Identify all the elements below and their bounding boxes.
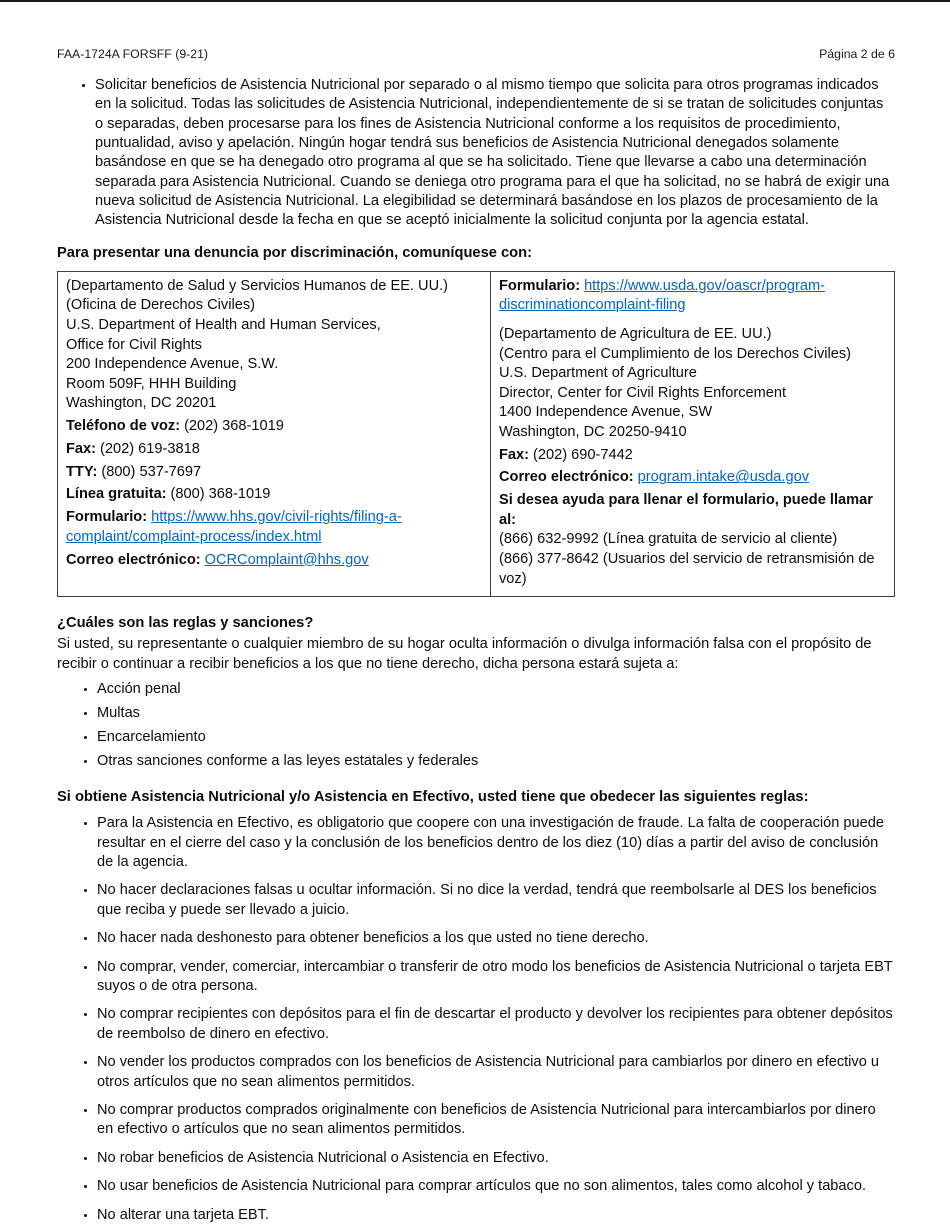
phone-label: Teléfono de voz: [66,418,181,435]
address-line: Office for Civil Rights [66,336,202,353]
sanctions-list [57,680,895,771]
form-id: FAA-1724A FORSFF (9-21) [57,47,209,61]
tollfree-label: Línea gratuita: [66,486,167,503]
intro-bullet-list [57,76,895,231]
email-line [499,468,886,488]
address-line: (Oficina de Derechos Civiles) [66,297,255,314]
address-line: U.S. Department of Health and Human Services, [66,316,381,333]
obligations-list [57,814,895,1225]
list-item: • Acción penal [97,680,895,699]
help-line: (866) 377-8642 (Usuarios del servicio de retransmisión de voz) [498,551,875,587]
address-line: Washington, DC 20250-9410 [498,423,687,440]
fax-label: Fax: [498,446,529,463]
help-heading: Si desea ayuda para llenar el formulario, puede llamar al: [498,492,873,528]
fax-line [66,440,482,460]
help-line: (866) 632-9992 (Línea gratuita de servicio al cliente) [498,531,838,548]
list-item: • No comprar, vender, comerciar, intercambiar o transferir de otro modo los beneficios de Asistencia Nutricional o tarjeta EBT suyos o de otra persona. [97,958,895,997]
page-number: Página 2 de 6 [819,47,895,61]
hhs-contact-cell [58,271,491,596]
fax-line [499,446,886,466]
tty-label: TTY: [66,463,98,480]
list-item: • No comprar productos comprados originalmente con beneficios de Asistencia Nutricional para intercambiarlos por dinero en efectivo o artículos que no sean alimentos permitidos. [97,1101,895,1140]
address-line: 200 Independence Avenue, S.W. [66,356,279,373]
email-label: Correo electrónico: [498,469,634,486]
rules-intro: Si usted, su representante o cualquier miembro de su hogar oculta información o divulga información falsa con el propósito de recibir o continuar a recibir beneficios a los que no tiene derecho, dicha persona estará sujeta a: [57,636,872,672]
form-label: Formulario: [498,277,581,294]
phone-value: (202) 368-1019 [184,418,284,435]
fax-value: (202) 690-7442 [533,446,633,463]
address-line: 1400 Independence Avenue, SW [498,404,713,421]
tollfree-line [66,485,482,505]
address-line: (Centro para el Cumplimiento de los Derechos Civiles) [498,345,851,362]
hhs-form-link[interactable]: https://www.hhs.gov/civil-rights/filing-a-complaint/complaint-process/index.html [66,509,402,545]
list-item: • No alterar una tarjeta EBT. [97,1206,895,1225]
usda-form-link[interactable]: https://www.usda.gov/oascr/program-discriminationcomplaint-filing [498,277,825,314]
list-item: • No robar beneficios de Asistencia Nutricional o Asistencia en Efectivo. [97,1149,895,1168]
list-item: • No vender los productos comprados con los beneficios de Asistencia Nutricional para cambiarlos por dinero en efectivo u otros artículos que no sean alimentos permitidos. [97,1053,895,1092]
form-label: Formulario: [66,509,148,526]
form-line [499,277,886,316]
list-item: • No hacer declaraciones falsas u ocultar información. Si no dice la verdad, tendrá que reembolsarle al DES los beneficios que reciba y puede ser llevado a juicio. [97,881,895,920]
tty-value: (800) 537-7697 [101,463,202,480]
obligations-heading: Si obtiene Asistencia Nutricional y/o Asistencia en Efectivo, usted tiene que obedecer las siguientes reglas: [57,789,809,806]
fax-value: (202) 619-3818 [100,440,200,457]
list-item: • Para la Asistencia en Efectivo, es obligatorio que coopere con una investigación de fraude. La falta de cooperación puede resultar en el cierre del caso y la conclusión de los beneficios dentro de los diez (10) días a partir del aviso de conclusión de la agencia. [97,814,895,872]
list-item: • Encarcelamiento [97,728,895,747]
phone-line [66,417,482,437]
address-line: Director, Center for Civil Rights Enforcement [498,384,787,401]
list-item: • No hacer nada deshonesto para obtener beneficios a los que usted no tiene derecho. [97,929,895,948]
list-item: • Multas [97,704,895,723]
document-body [0,2,950,1225]
email-line [66,551,482,571]
usda-contact-cell [490,271,894,596]
tollfree-value: (800) 368-1019 [170,486,271,503]
tty-line [66,463,482,483]
address-line: U.S. Department of Agriculture [498,365,697,382]
address-line: (Departamento de Agricultura de EE. UU.) [498,325,772,342]
address-line: Room 509F, HHH Building [66,375,237,392]
discrimination-heading: Para presentar una denuncia por discriminación, comuníquese con: [57,244,533,261]
hhs-email-link[interactable]: OCRComplaint@hhs.gov [204,551,369,568]
usda-email-link[interactable]: program.intake@usda.gov [637,469,809,486]
email-label: Correo electrónico: [66,551,201,568]
list-item: • Solicitar beneficios de Asistencia Nutricional por separado o al mismo tiempo que solicita para otros programas indicados en la solicitud. Todas las solicitudes de Asistencia Nutricional, independientemente de si se tratan de solicitudes conjuntas o separadas, deben procesarse para los fines de Asistencia Nutricional conforme a los requisitos de procedimiento, puntualidad, aviso y apelación. Ningún hogar tendrá sus beneficios de Asistencia Nutricional denegados solamente basándose en que se ha denegado otro programa al que se ha solicitado. Tiene que llevarse a cabo una determinación separada para Asistencia Nutricional. Cuando se deniega otro programa para el que ha solicitad, no se habrá de exigir una nueva solicitud de Asistencia Nutricional. La elegibilidad se determinará basándose en los plazos de procesamiento de la Asistencia Nutricional desde la fecha en que se aceptó inicialmente la solicitud conjunta por la agencia estatal. [95,76,895,231]
address-line: (Departamento de Salud y Servicios Humanos de EE. UU.) [66,277,449,294]
list-item: • No usar beneficios de Asistencia Nutricional para comprar artículos que no son alimentos, tales como alcohol y tabaco. [97,1177,895,1196]
page-header [57,2,895,61]
rules-heading: ¿Cuáles son las reglas y sanciones? [57,615,314,632]
list-item: • No comprar recipientes con depósitos para el fin de descartar el producto y devolver los recipientes para obtener depósitos de reembolso de dinero en efectivo. [97,1005,895,1044]
form-line [66,508,482,547]
list-item: • Otras sanciones conforme a las leyes estatales y federales [97,752,895,771]
fax-label: Fax: [66,440,97,457]
address-line: Washington, DC 20201 [66,395,217,412]
discrimination-contact-table [57,271,895,597]
